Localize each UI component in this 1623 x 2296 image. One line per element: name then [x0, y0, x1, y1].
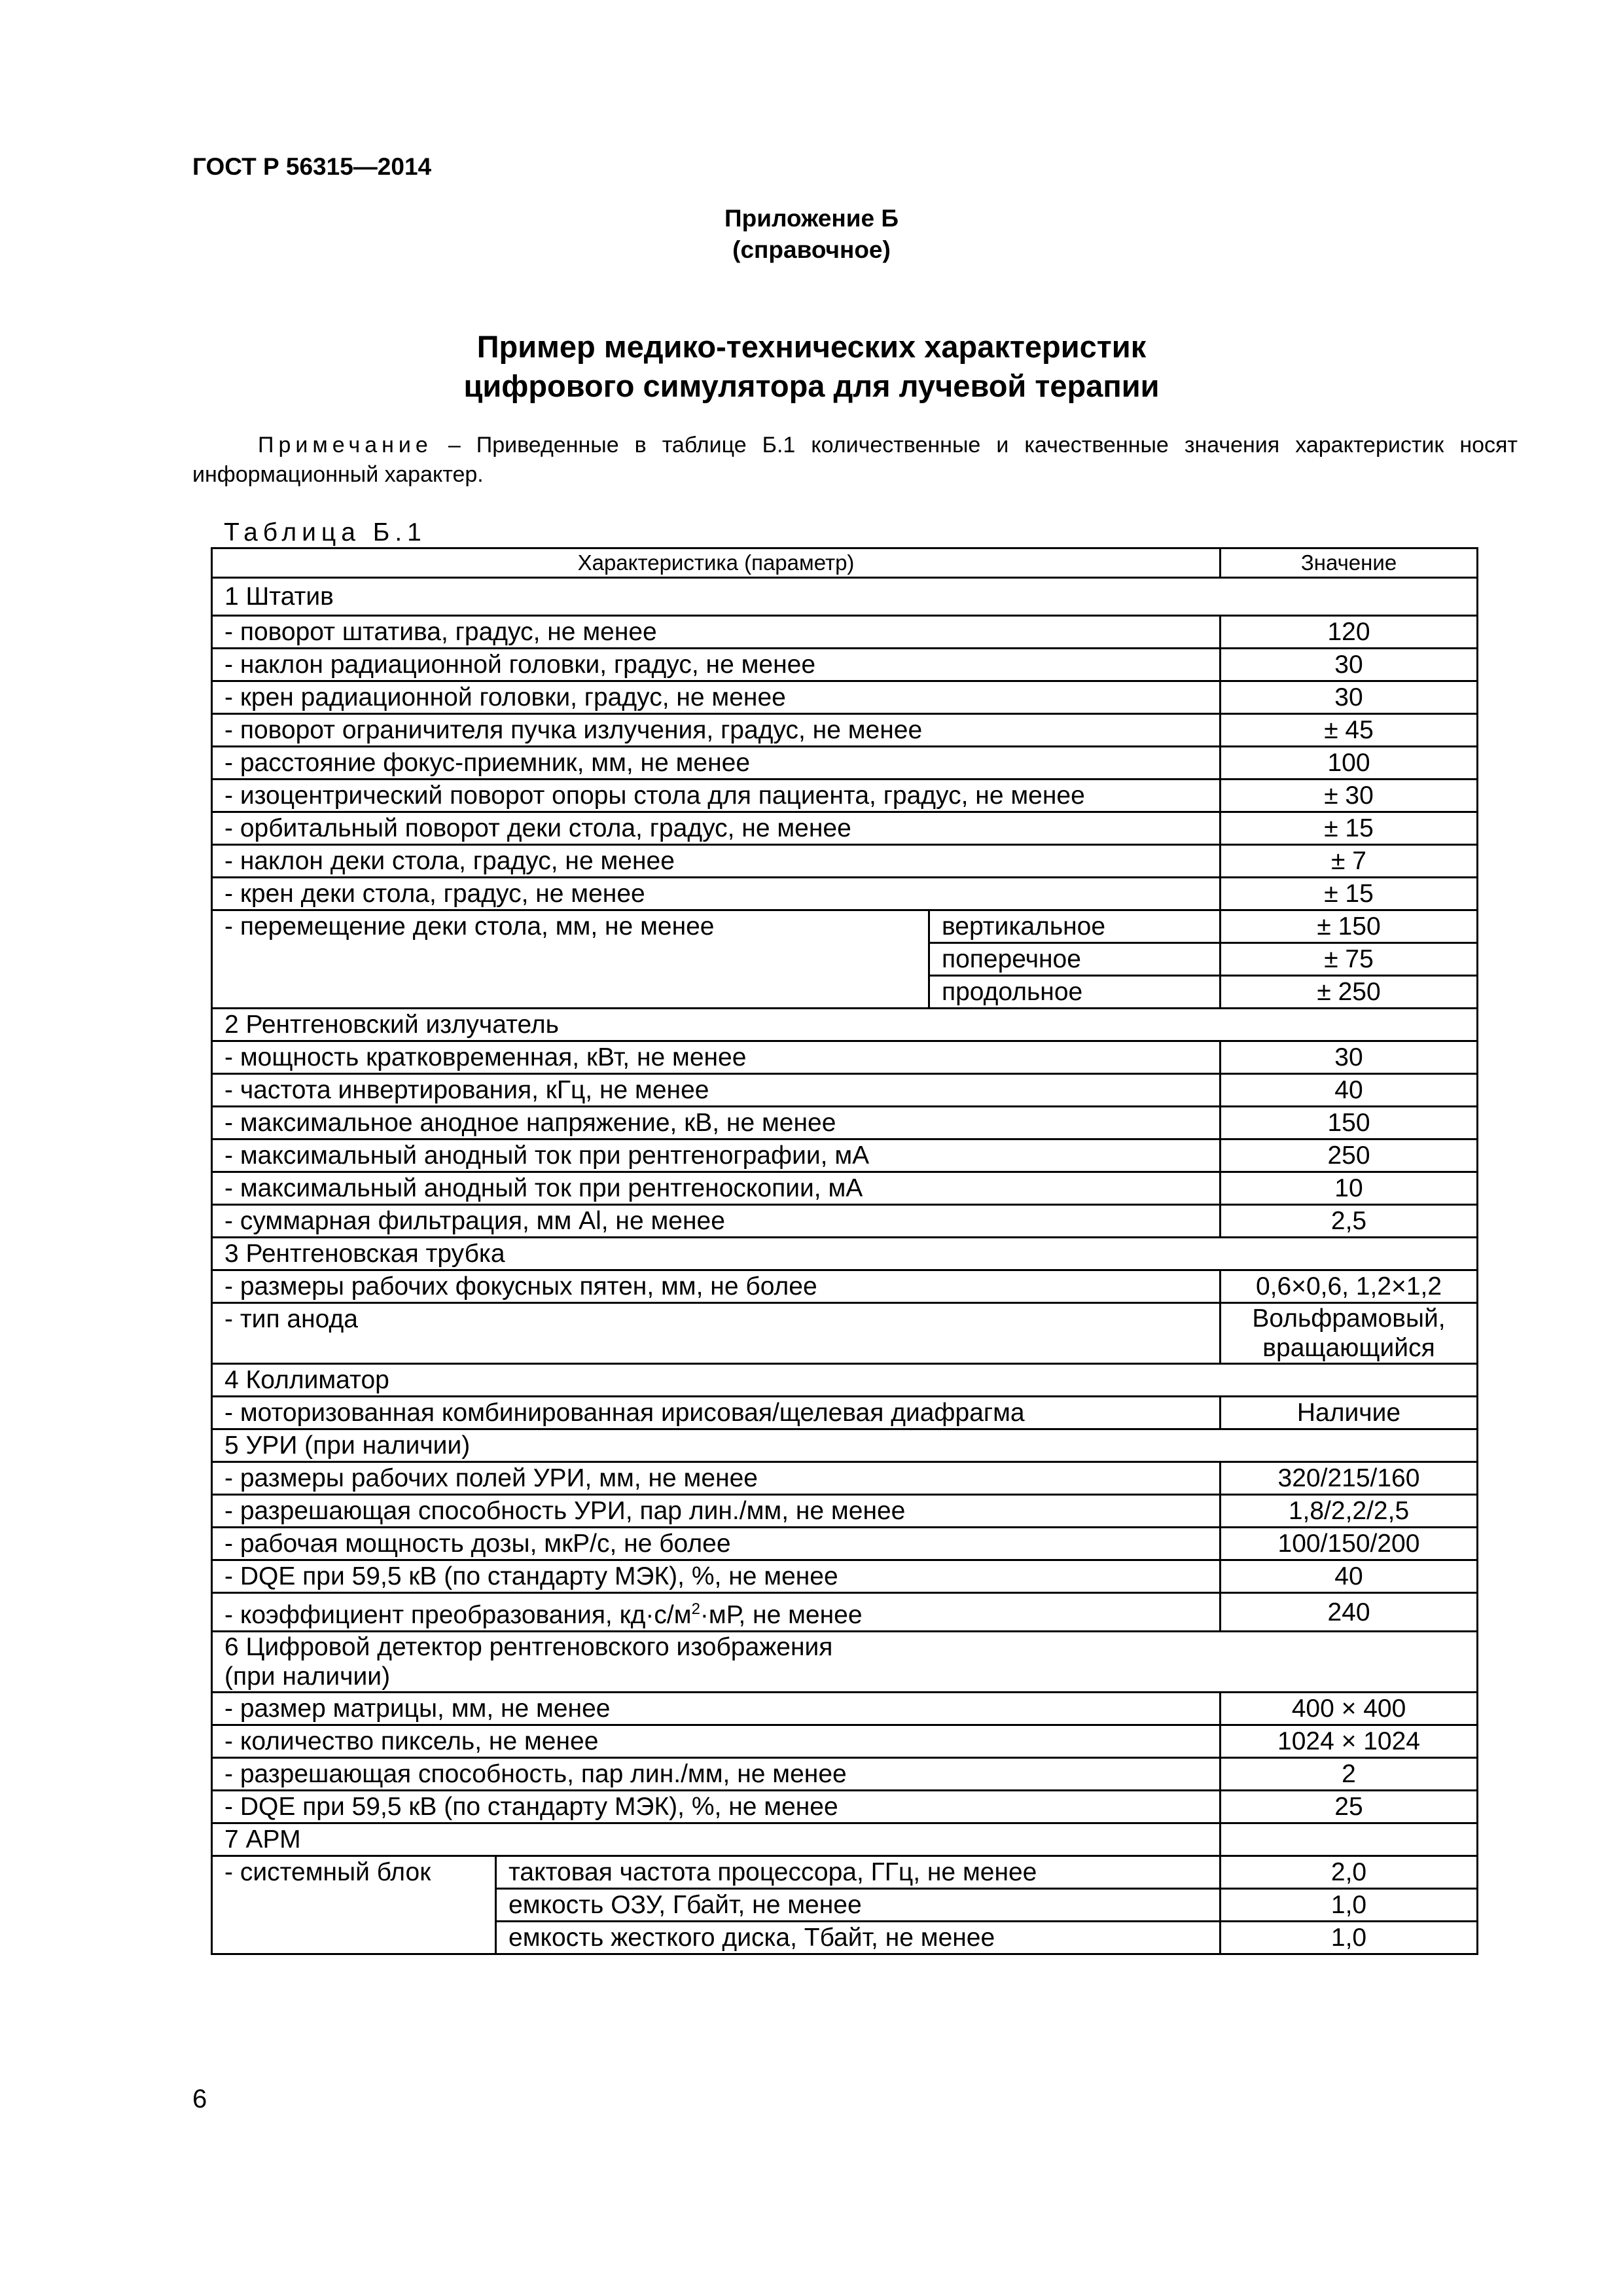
value-cell: 1,8/2,2/2,5	[1221, 1495, 1478, 1528]
param-cell: - моторизованная комбинированная ирисовая/щелевая диафрагма	[212, 1397, 1221, 1429]
value-cell: 2	[1221, 1758, 1478, 1791]
section-title: 7 АРМ	[212, 1823, 1221, 1856]
section-row	[212, 1238, 1478, 1270]
value-cell	[1221, 1303, 1478, 1364]
superscript: 2	[691, 1600, 700, 1618]
characteristics-table	[211, 547, 1478, 1955]
header-value: Значение	[1221, 548, 1478, 578]
table-row	[212, 1593, 1478, 1632]
table-row	[212, 910, 1478, 943]
param-cell: - изоцентрический поворот опоры стола для пациента, градус, не менее	[212, 780, 1221, 812]
section-row	[212, 1364, 1478, 1397]
value-cell: 0,6×0,6, 1,2×1,2	[1221, 1270, 1478, 1303]
table-row	[212, 1462, 1478, 1495]
value-cell: 30	[1221, 649, 1478, 681]
document-code: ГОСТ Р 56315—2014	[192, 153, 432, 180]
param-cell: - расстояние фокус-приемник, мм, не менее	[212, 747, 1221, 780]
value-cell: 400 × 400	[1221, 1693, 1478, 1725]
value-cell: 25	[1221, 1791, 1478, 1823]
param-cell	[212, 1593, 1221, 1632]
value-cell: 40	[1221, 1560, 1478, 1593]
appendix-heading	[0, 203, 1623, 266]
value-cell: 1,0	[1221, 1922, 1478, 1954]
section-title: 3 Рентгеновская трубка	[212, 1238, 1478, 1270]
table-caption: Таблица Б.1	[224, 518, 427, 547]
table-row	[212, 747, 1478, 780]
value-cell: 120	[1221, 616, 1478, 649]
page-number: 6	[192, 2085, 207, 2113]
section-title-line-2: (при наличии)	[224, 1662, 391, 1691]
section-row	[212, 1632, 1478, 1693]
table-row	[212, 878, 1478, 910]
section-title: 5 УРИ (при наличии)	[212, 1429, 1478, 1462]
param-text: - коэффициент преобразования, кд·с/м	[224, 1601, 692, 1629]
table-row	[212, 1725, 1478, 1758]
param-cell: - DQE при 59,5 кВ (по стандарту МЭК), %, не менее	[212, 1791, 1221, 1823]
value-cell: 1,0	[1221, 1889, 1478, 1922]
value-cell: 240	[1221, 1593, 1478, 1632]
table-row	[212, 714, 1478, 747]
note-label: Примечание	[258, 433, 433, 457]
value-cell: ± 30	[1221, 780, 1478, 812]
value-cell	[1221, 1823, 1478, 1856]
table-row	[212, 1528, 1478, 1560]
value-cell: ± 15	[1221, 812, 1478, 845]
param-cell: - крен деки стола, градус, не менее	[212, 878, 1221, 910]
section-title	[212, 1632, 1478, 1693]
title-line-1: Пример медико-технических характеристик	[476, 329, 1147, 364]
value-cell: 100/150/200	[1221, 1528, 1478, 1560]
param-cell: - максимальный анодный ток при рентгенографии, мА	[212, 1139, 1221, 1172]
param-cell: - орбитальный поворот деки стола, градус, не менее	[212, 812, 1221, 845]
table-row	[212, 780, 1478, 812]
param-cell: - системный блок	[212, 1856, 496, 1954]
param-cell: - разрешающая способность УРИ, пар лин./мм, не менее	[212, 1495, 1221, 1528]
value-cell: ± 45	[1221, 714, 1478, 747]
param-cell: - разрешающая способность, пар лин./мм, не менее	[212, 1758, 1221, 1791]
param-cell: - перемещение деки стола, мм, не менее	[212, 910, 929, 1009]
value-cell: 2,5	[1221, 1205, 1478, 1238]
section-row	[212, 1429, 1478, 1462]
table-row	[212, 1041, 1478, 1074]
value-line-1: Вольфрамовый,	[1252, 1304, 1446, 1333]
sub-param-cell: вертикальное	[929, 910, 1221, 943]
value-cell: 100	[1221, 747, 1478, 780]
value-cell: 320/215/160	[1221, 1462, 1478, 1495]
table-row	[212, 681, 1478, 714]
section-row	[212, 1823, 1478, 1856]
section-title: 4 Коллиматор	[212, 1364, 1478, 1397]
param-cell: - крен радиационной головки, градус, не менее	[212, 681, 1221, 714]
param-cell: - поворот ограничителя пучка излучения, градус, не менее	[212, 714, 1221, 747]
param-cell: - максимальное анодное напряжение, кВ, не менее	[212, 1107, 1221, 1139]
table-row	[212, 1856, 1478, 1889]
table-row	[212, 845, 1478, 878]
note-paragraph	[192, 431, 1518, 490]
param-cell: - поворот штатива, градус, не менее	[212, 616, 1221, 649]
table-row	[212, 1495, 1478, 1528]
section-title-line-1: 6 Цифровой детектор рентгеновского изображения	[224, 1633, 833, 1661]
value-cell: Наличие	[1221, 1397, 1478, 1429]
table-row	[212, 1205, 1478, 1238]
table-header-row	[212, 548, 1478, 578]
table-row	[212, 649, 1478, 681]
param-cell: - максимальный анодный ток при рентгеноскопии, мА	[212, 1172, 1221, 1205]
value-cell: ± 7	[1221, 845, 1478, 878]
param-cell: - наклон деки стола, градус, не менее	[212, 845, 1221, 878]
param-cell: - суммарная фильтрация, мм Al, не менее	[212, 1205, 1221, 1238]
value-cell: ± 75	[1221, 943, 1478, 976]
value-cell: 1024 × 1024	[1221, 1725, 1478, 1758]
param-text-end: ·мР, не менее	[700, 1601, 863, 1629]
note-text: – Приведенные в таблице Б.1 количественные и качественные значения характеристик носят информационный характер.	[192, 433, 1518, 487]
param-cell: - частота инвертирования, кГц, не менее	[212, 1074, 1221, 1107]
table-row	[212, 616, 1478, 649]
param-cell: - тип анода	[212, 1303, 1221, 1364]
param-cell: - мощность кратковременная, кВт, не менее	[212, 1041, 1221, 1074]
sub-param-cell: емкость жесткого диска, Тбайт, не менее	[496, 1922, 1221, 1954]
table-row	[212, 812, 1478, 845]
value-cell: 30	[1221, 1041, 1478, 1074]
section-row	[212, 1009, 1478, 1041]
table-row	[212, 1758, 1478, 1791]
header-param: Характеристика (параметр)	[212, 548, 1221, 578]
table-row	[212, 1397, 1478, 1429]
param-cell: - количество пиксель, не менее	[212, 1725, 1221, 1758]
page-title	[0, 327, 1623, 406]
table-row	[212, 1791, 1478, 1823]
value-cell: 250	[1221, 1139, 1478, 1172]
table-row	[212, 1107, 1478, 1139]
param-cell: - размеры рабочих фокусных пятен, мм, не более	[212, 1270, 1221, 1303]
sub-param-cell: продольное	[929, 976, 1221, 1009]
value-cell: 2,0	[1221, 1856, 1478, 1889]
value-cell: ± 150	[1221, 910, 1478, 943]
param-cell: - размеры рабочих полей УРИ, мм, не менее	[212, 1462, 1221, 1495]
param-cell: - размер матрицы, мм, не менее	[212, 1693, 1221, 1725]
section-title: 2 Рентгеновский излучатель	[212, 1009, 1478, 1041]
sub-param-cell: емкость ОЗУ, Гбайт, не менее	[496, 1889, 1221, 1922]
table-row	[212, 1270, 1478, 1303]
sub-param-cell: тактовая частота процессора, ГГц, не менее	[496, 1856, 1221, 1889]
table-row	[212, 1139, 1478, 1172]
value-cell: ± 250	[1221, 976, 1478, 1009]
table-row	[212, 1172, 1478, 1205]
param-cell: - наклон радиационной головки, градус, не менее	[212, 649, 1221, 681]
section-title: 1 Штатив	[212, 578, 1478, 616]
table-row	[212, 1303, 1478, 1364]
value-cell: 150	[1221, 1107, 1478, 1139]
param-cell: - DQE при 59,5 кВ (по стандарту МЭК), %, не менее	[212, 1560, 1221, 1593]
param-cell: - рабочая мощность дозы, мкР/с, не более	[212, 1528, 1221, 1560]
appendix-type: (справочное)	[732, 236, 891, 263]
section-row	[212, 578, 1478, 616]
value-cell: 40	[1221, 1074, 1478, 1107]
table-row	[212, 1560, 1478, 1593]
table-row	[212, 1693, 1478, 1725]
value-cell: ± 15	[1221, 878, 1478, 910]
value-line-2: вращающийся	[1262, 1334, 1435, 1362]
value-cell: 10	[1221, 1172, 1478, 1205]
table-row	[212, 1074, 1478, 1107]
sub-param-cell: поперечное	[929, 943, 1221, 976]
title-line-2: цифрового симулятора для лучевой терапии	[463, 368, 1160, 403]
appendix-label: Приложение Б	[724, 205, 899, 232]
value-cell: 30	[1221, 681, 1478, 714]
